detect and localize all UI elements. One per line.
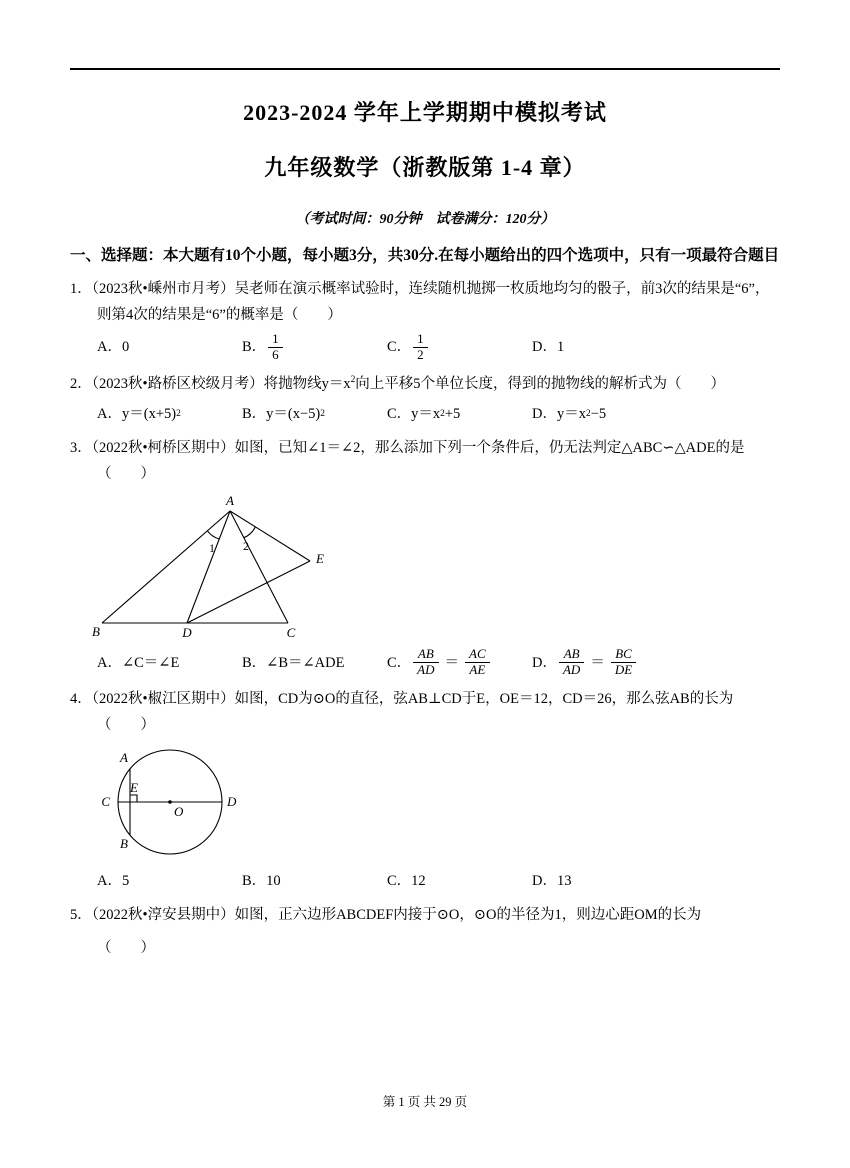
fraction: $\frac{AC}{AE}$ [465, 647, 490, 678]
point-label-a: A [120, 750, 128, 766]
option-label: A． [97, 339, 122, 356]
option-c [387, 332, 532, 363]
question-2 [70, 371, 780, 427]
option-value: 13 [556, 873, 572, 890]
fraction: $\frac{BC}{DE}$ [611, 647, 636, 678]
question-3-options [70, 647, 780, 678]
option-label: D． [532, 339, 557, 356]
option-value: y＝x [556, 406, 586, 423]
vertex-label-d: D [182, 625, 192, 641]
option-value: ∠C＝∠E [121, 654, 180, 671]
question-2-text [70, 371, 780, 397]
question-number: 1． [70, 280, 92, 297]
fraction [413, 332, 428, 363]
option-b [242, 868, 387, 894]
option-c [387, 647, 532, 678]
option-value: 10 [266, 873, 281, 890]
option-value: y＝x [411, 406, 441, 423]
option-label: A． [97, 654, 122, 671]
angle-1-label: 1 [209, 541, 215, 556]
exam-info: （考试时间：90分钟 试卷满分：120分） [295, 212, 555, 227]
point-label-e: E [130, 780, 138, 796]
fraction: $\frac{AB}{AD}$ [413, 647, 438, 678]
option-value: 12 [411, 873, 426, 890]
option-label: C． [387, 339, 412, 356]
option-label: D． [532, 406, 557, 423]
option-value: 5 [121, 873, 130, 890]
option-value: 0 [121, 339, 130, 356]
option-d [532, 868, 571, 894]
option-b: B． y＝(x−5) 2 [242, 401, 387, 427]
page-footer: 第 1 页 共 29 页 [382, 1095, 468, 1109]
question-number: 3． [70, 440, 92, 457]
option-label: B． [242, 654, 267, 671]
vertex-label-c: C [286, 625, 296, 641]
page-title: 2023-2024 学年上学期期中模拟考试 [243, 100, 607, 125]
point-label-d: D [227, 794, 237, 810]
top-rule [70, 68, 780, 70]
question-number: 2． [70, 375, 92, 392]
question-body: （2023秋•嵊州市月考）吴老师在演示概率试验时，连续随机抛掷一枚质地均匀的骰子，前3次的结果是“6”，则第4次的结果是“6”的概率是（ ） [91, 280, 770, 323]
option-label: B． [242, 339, 267, 356]
option-label: A． [97, 873, 122, 890]
section-heading: 一、选择题：本大题有10个小题，每小题3分，共30分.在每小题给出的四个选项中，只有一项最符合题目 [70, 247, 780, 264]
option-d: D． y＝x 2 −5 [532, 401, 606, 427]
option-value: y＝(x+5) [121, 406, 177, 423]
equals-sign: ＝ [444, 654, 460, 671]
question-2-options [70, 401, 780, 427]
fraction-numerator: 1 [413, 332, 428, 348]
option-label: C． [387, 406, 412, 423]
option-label: A． [97, 406, 122, 423]
question-1-options [70, 332, 780, 363]
fraction-numerator: 1 [268, 332, 283, 348]
triangle-figure [92, 493, 780, 643]
fraction-denominator: 6 [272, 347, 279, 363]
question-1-text [70, 276, 780, 328]
option-c [387, 868, 532, 894]
option-b [242, 332, 387, 363]
option-a: A． y＝(x+5) 2 [97, 401, 242, 427]
circle-figure [92, 744, 780, 864]
option-d [532, 647, 638, 678]
fraction: $\frac{AB}{AD}$ [559, 647, 584, 678]
question-5-answer-blank: （ ） [97, 939, 155, 956]
question-number: 5． [70, 907, 92, 924]
option-value: ∠B＝∠ADE [266, 654, 345, 671]
option-value: 1 [556, 339, 565, 356]
fraction [268, 332, 283, 363]
option-value: y＝(x−5) [266, 406, 321, 423]
option-label: B． [242, 406, 267, 423]
option-d [532, 334, 564, 360]
exam-page [0, 68, 850, 961]
option-label: D． [532, 873, 557, 890]
angle-2-label: 2 [243, 539, 249, 554]
question-body: （2023秋•路桥区校级月考）将抛物线$y=x^2$向上平移5个单位长度，得到的抛物线的解析式为（ ） [91, 375, 726, 392]
option-label: C． [387, 873, 412, 890]
option-c: C． y＝x 2 +5 [387, 401, 532, 427]
question-body: （2022秋•椒江区期中）如图，CD为⊙O的直径，弦AB⊥CD于E，OE＝12，CD＝26，那么弦AB的长为（ ） [91, 691, 734, 734]
question-5-text [70, 902, 780, 928]
option-a [97, 650, 242, 676]
option-a [97, 334, 242, 360]
point-label-b: B [120, 836, 128, 852]
question-4-options [70, 868, 780, 894]
point-label-c: C [101, 794, 110, 810]
question-number: 4． [70, 691, 92, 708]
question-4-text [70, 686, 780, 738]
option-label: D． [532, 654, 557, 671]
option-label: C． [387, 654, 412, 671]
vertex-label-a: A [226, 493, 234, 509]
question-4 [70, 686, 780, 894]
equals-sign: ＝ [590, 654, 605, 671]
option-b [242, 650, 387, 676]
vertex-label-b: B [92, 624, 100, 640]
question-3 [70, 435, 780, 678]
option-label: B． [242, 873, 267, 890]
point-label-o: O [174, 804, 184, 820]
question-body: （2022秋•柯桥区期中）如图，已知∠1＝∠2，那么添加下列一个条件后，仍无法判定△ABC∽△ADE的是（ ） [91, 440, 745, 483]
question-body: （2022秋•淳安县期中）如图，正六边形ABCDEF内接于⊙O，⊙O的半径为1，则边心距OM的长为 [91, 907, 702, 924]
question-3-text [70, 435, 780, 487]
question-1 [70, 276, 780, 363]
fraction-denominator: 2 [417, 347, 424, 363]
option-a [97, 868, 242, 894]
question-5 [70, 902, 780, 960]
vertex-label-e: E [316, 551, 324, 567]
page-subtitle: 九年级数学（浙教版第 1-4 章） [264, 155, 586, 180]
